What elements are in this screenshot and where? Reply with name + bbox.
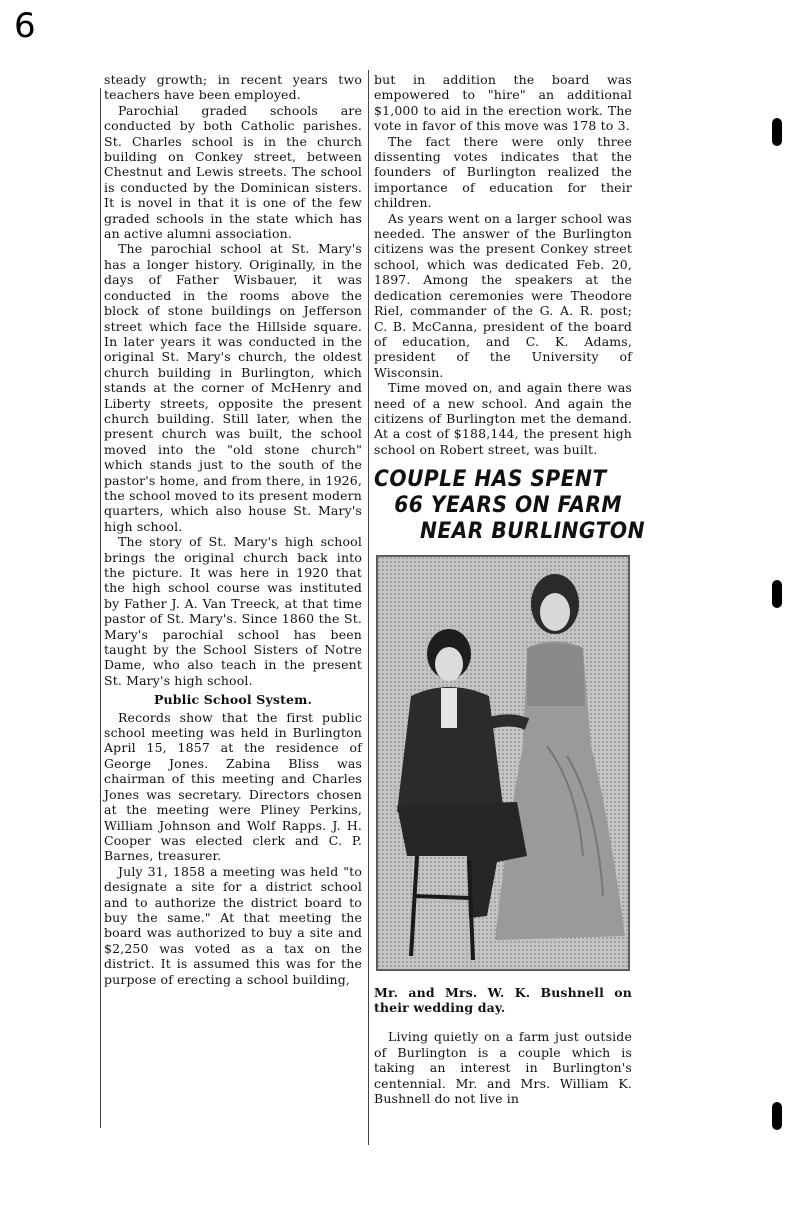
article-paragraph: July 31, 1858 a meeting was held "to designate a site for a district school and to authorize the district board to buy the same." At that meeting the board was authorized to buy a site and $2,250 was voted as a tax on the district. It is assumed this was for the purpose of erecting a school building,: [104, 863, 362, 987]
column-divider: [368, 70, 369, 1145]
section-subhead: Public School System.: [154, 692, 312, 708]
page-number: 6: [14, 6, 36, 46]
left-column-rule: [100, 88, 101, 1128]
binder-hole: [772, 118, 782, 146]
headline-line: 66 YEARS ON FARM: [394, 493, 622, 519]
article-paragraph: As years went on a larger school was needed. The answer of the Burlington citizens was the present Conkey street school, which was dedicated Feb. 20, 1897. Among the speakers at the dedication ceremonies were Theodore Riel, commander of the G. A. R. post; C. B. McCanna, president of the board of education, and C. K. Adams, president of the University of Wisconsin.: [374, 210, 632, 380]
article-paragraph: steady growth; in recent years two teachers have been employed.: [104, 72, 362, 103]
article-paragraph: Living quietly on a farm just outside of Burlington is a couple which is taking an interest in Burlington's centennial. Mr. and Mrs. William K. Bushnell do not live in: [374, 1029, 632, 1106]
wedding-photo: [376, 555, 630, 971]
article-paragraph: Time moved on, and again there was need of a new school. And again the citizens of Burlington met the demand. At a cost of $188,144, the present high school on Robert street, was built.: [374, 380, 632, 457]
headline: [374, 467, 645, 545]
binder-hole: [772, 1102, 782, 1130]
article-paragraph: but in addition the board was empowered to "hire" an additional $1,000 to aid in the erection work. The vote in favor of this move was 178 to 3.: [374, 72, 632, 134]
article-paragraph: The story of St. Mary's high school brings the original church back into the picture. It was here in 1920 that the high school course was instituted by Father J. A. Van Treeck, at that time pastor of St. Mary's. Since 1860 the St. Mary's parochial school has been taught by the School Sisters of Notre Dame, who also teach in the present St. Mary's high school.: [104, 534, 362, 688]
binder-hole: [772, 580, 782, 608]
left-column: [104, 72, 362, 987]
headline-line: COUPLE HAS SPENT: [374, 467, 607, 493]
article-paragraph: The parochial school at St. Mary's has a longer history. Originally, in the days of Father Wisbauer, it was conducted in the rooms above the block of stone buildings on Jefferson street which face the Hillside square. In later years it was conducted in the original St. Mary's church, the oldest church building in Burlington, which stands at the corner of McHenry and Liberty streets, opposite the present church building. Still later, when the present church was built, the school moved into the "old stone church" which stands just to the south of the pastor's home, and from there, in 1926, the school moved to its present modern quarters, which also house St. Mary's high school.: [104, 241, 362, 534]
headline-line: NEAR BURLINGTON: [420, 519, 645, 545]
article-paragraph: Records show that the first public school meeting was held in Burlington April 15, 1857 at the residence of George Jones. Zabina Bliss was chairman of this meeting and Charles Jones was secretary. Directors chosen at the meeting were Pliney Perkins, William Johnson and Wolf Rapps. J. H. Cooper was elected clerk and C. P. Barnes, treasurer.: [104, 709, 362, 864]
right-column: [374, 72, 645, 1106]
article-paragraph: Parochial graded schools are conducted by both Catholic parishes. St. Charles school is in the church building on Conkey street, between Chestnut and Lewis streets. The school is conducted by the Dominican sisters. It is novel in that it is one of the few graded schools in the state which has an active alumni association.: [104, 102, 362, 242]
article-paragraph: The fact there were only three dissenting votes indicates that the founders of Burlington realized the importance of education for their children.: [374, 133, 632, 211]
photo-caption: Mr. and Mrs. W. K. Bushnell on their wedding day.: [374, 984, 632, 1015]
